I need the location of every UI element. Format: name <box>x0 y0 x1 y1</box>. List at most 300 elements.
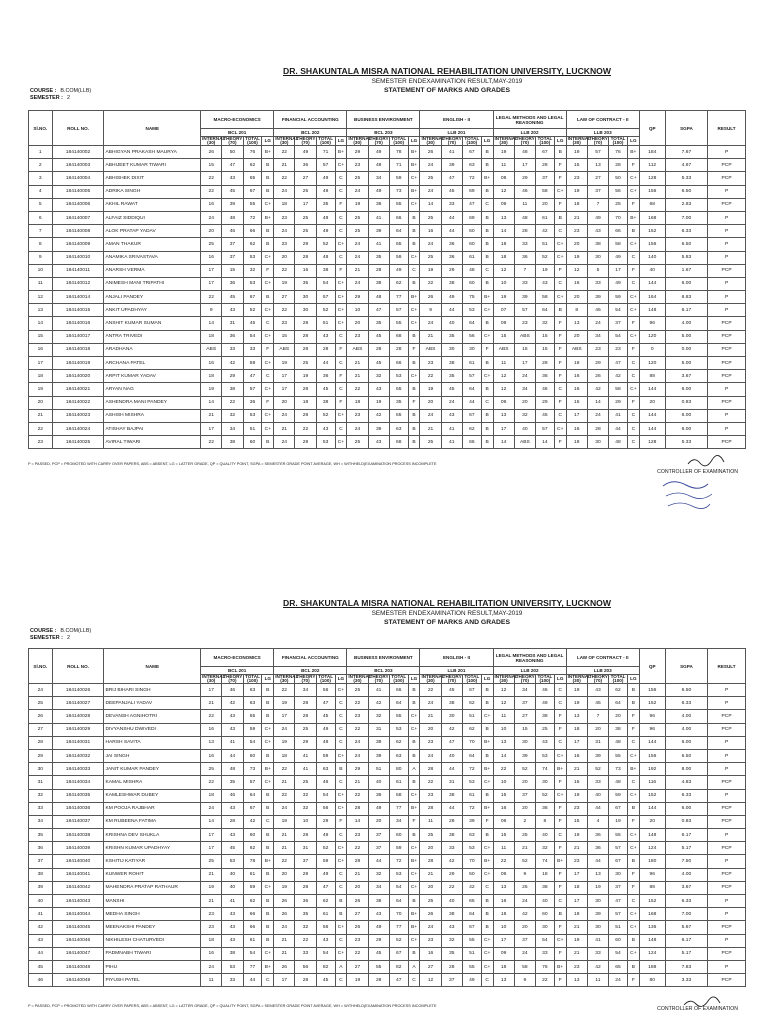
table-cell: 124 <box>639 842 665 855</box>
table-cell: C+ <box>408 251 420 264</box>
table-cell: P <box>708 829 746 842</box>
table-cell: 56 <box>295 960 316 973</box>
table-cell: B <box>481 829 493 842</box>
table-cell: 24 <box>347 238 368 251</box>
table-cell: 47 <box>316 697 335 710</box>
table-cell: 57 <box>609 908 628 921</box>
table-cell: 38 <box>368 736 389 749</box>
table-cell: 40 <box>29 895 53 908</box>
table-cell: KM RUBEENA FATIMA <box>104 815 201 828</box>
table-cell: 18 <box>493 908 514 921</box>
table-cell: 38 <box>441 908 462 921</box>
table-cell: ARPIT KUMAR YADAV <box>104 370 201 383</box>
table-cell: 65 <box>389 409 408 422</box>
table-cell: 25 <box>420 211 441 224</box>
table-cell: 17 <box>514 357 535 370</box>
table-cell: 29 <box>347 291 368 304</box>
header-subject-name: LEGAL METHODS AND LEGAL REASONING <box>493 111 566 129</box>
table-cell: 12 <box>493 370 514 383</box>
header-subject-name: LAW OF CONTRACT - II <box>566 111 639 129</box>
table-cell: B+ <box>262 146 274 159</box>
table-cell: 28 <box>295 383 316 396</box>
table-cell: 23 <box>274 317 295 330</box>
table-cell: 184140008 <box>52 225 104 238</box>
table-row <box>29 198 746 211</box>
table-cell: 28 <box>347 802 368 815</box>
table-cell: 59 <box>609 291 628 304</box>
table-cell: B <box>408 697 420 710</box>
table-cell: 29 <box>535 396 554 409</box>
table-cell: 22 <box>347 789 368 802</box>
table-cell: 77 <box>389 291 408 304</box>
table-row <box>29 710 746 723</box>
table-cell: PCP <box>708 974 746 987</box>
table-cell: 22 <box>535 974 554 987</box>
table-cell: 25 <box>420 829 441 842</box>
table-cell: 32 <box>535 317 554 330</box>
table-cell: A <box>408 763 420 776</box>
table-cell: 28 <box>535 357 554 370</box>
table-cell: 20 <box>420 881 441 894</box>
table-cell: 22 <box>347 697 368 710</box>
table-cell: 15 <box>566 815 587 828</box>
table-cell: 45 <box>29 960 53 973</box>
table-cell: 41 <box>441 146 462 159</box>
table-cell: 33 <box>535 947 554 960</box>
table-cell: 57 <box>462 370 481 383</box>
table-cell: 184140025 <box>52 436 104 449</box>
table-cell: C+ <box>481 330 493 343</box>
table-cell: 16 <box>566 277 587 290</box>
table-cell: 144 <box>639 422 665 435</box>
table-cell: AVIRAL TIWARI <box>104 436 201 449</box>
table-cell: 19 <box>609 815 628 828</box>
table-cell: 49 <box>316 172 335 185</box>
table-cell: 23 <box>566 802 587 815</box>
table-cell: 10 <box>493 723 514 736</box>
table-cell: 43 <box>222 829 243 842</box>
table-cell: 30 <box>295 304 316 317</box>
table-cell: 96 <box>639 723 665 736</box>
table-cell: C <box>335 185 347 198</box>
table-cell: 128 <box>639 436 665 449</box>
table-cell: 40 <box>535 829 554 842</box>
table-cell: 43 <box>441 409 462 422</box>
table-cell: 21 <box>274 159 295 172</box>
table-cell: 19 <box>201 383 222 396</box>
table-cell: 70 <box>462 855 481 868</box>
table-cell: B <box>481 789 493 802</box>
table-cell: B <box>408 736 420 749</box>
table-cell: 17 <box>29 357 53 370</box>
table-cell: 52 <box>535 789 554 802</box>
table-cell: 61 <box>535 211 554 224</box>
table-cell: ARYAN NAG <box>104 383 201 396</box>
table-cell: 24 <box>274 409 295 422</box>
header-field: THEORY (70) <box>588 136 608 145</box>
table-cell: 65 <box>389 238 408 251</box>
table-row <box>29 921 746 934</box>
table-cell: F <box>262 343 274 356</box>
table-cell: B+ <box>408 855 420 868</box>
table-cell: 25 <box>420 251 441 264</box>
table-cell: 66 <box>609 225 628 238</box>
table-cell: F <box>554 159 566 172</box>
table-cell: 49 <box>462 974 481 987</box>
table-cell: 32 <box>29 789 53 802</box>
table-cell: C+ <box>554 789 566 802</box>
table-cell: 21 <box>274 934 295 947</box>
table-cell: 17 <box>609 264 628 277</box>
table-cell: 76 <box>609 146 628 159</box>
table-cell: B <box>408 357 420 370</box>
course-value: B.COM(LLB) <box>60 628 92 634</box>
table-cell: 37 <box>441 974 462 987</box>
table-cell: B <box>408 383 420 396</box>
table-cell: 42 <box>441 723 462 736</box>
table-cell: 58 <box>389 789 408 802</box>
table-cell: 5.33 <box>665 436 707 449</box>
table-cell: C <box>627 895 639 908</box>
marks-table <box>28 110 746 449</box>
table-row <box>29 436 746 449</box>
table-cell: 19 <box>274 277 295 290</box>
course-label: COURSE : <box>30 88 57 94</box>
table-row <box>29 225 746 238</box>
header-field: INTERNAL (30) <box>567 674 591 683</box>
header-field: TOTAL (100) <box>391 136 407 145</box>
table-cell: 53 <box>222 960 243 973</box>
table-cell: KUNWER ROHIT <box>104 868 201 881</box>
table-cell: C <box>554 277 566 290</box>
header-field: THEORY (70) <box>369 136 389 145</box>
table-cell: 184140043 <box>52 895 104 908</box>
table-cell: 59 <box>316 749 335 762</box>
table-cell: 56 <box>462 330 481 343</box>
table-cell: 184140012 <box>52 277 104 290</box>
table-cell: C+ <box>262 383 274 396</box>
table-cell: C <box>554 895 566 908</box>
header-field: INTERNAL (30) <box>275 136 299 145</box>
table-cell: ANJALI PANDEY <box>104 291 201 304</box>
table-cell: 17 <box>566 868 587 881</box>
table-cell: C <box>262 370 274 383</box>
table-cell: 47 <box>389 974 408 987</box>
header-field: INTERNAL (30) <box>202 136 226 145</box>
table-cell: 66 <box>243 908 262 921</box>
table-cell: 39 <box>587 291 608 304</box>
table-cell: 19 <box>274 357 295 370</box>
table-cell: 18 <box>201 789 222 802</box>
table-cell: 27 <box>295 172 316 185</box>
table-cell: 6.50 <box>665 749 707 762</box>
table-cell: 22 <box>274 172 295 185</box>
table-cell: 16 <box>566 749 587 762</box>
table-cell: 25 <box>347 684 368 697</box>
semester-label: SEMESTER : <box>30 95 63 101</box>
table-cell: 36 <box>316 370 335 383</box>
table-cell: 24 <box>347 185 368 198</box>
table-cell: 77 <box>243 960 262 973</box>
table-cell: 55 <box>462 960 481 973</box>
table-cell: 35 <box>441 947 462 960</box>
table-cell: P <box>708 684 746 697</box>
table-cell: 37 <box>222 251 243 264</box>
table-cell: 64 <box>462 749 481 762</box>
table-row <box>29 842 746 855</box>
table-cell: 180 <box>639 855 665 868</box>
table-cell: 96 <box>639 710 665 723</box>
table-cell: 21 <box>347 370 368 383</box>
table-cell: 22 <box>441 881 462 894</box>
table-cell: KM POOJA RAJBHAR <box>104 802 201 815</box>
table-cell: 19 <box>493 291 514 304</box>
table-cell: 23 <box>566 855 587 868</box>
table-cell: 41 <box>368 211 389 224</box>
table-cell: 17 <box>274 383 295 396</box>
table-cell: B <box>262 159 274 172</box>
table-cell: ABHISHEK DIXIT <box>104 172 201 185</box>
table-cell: 45 <box>222 185 243 198</box>
table-cell: B <box>554 146 566 159</box>
table-cell: 28 <box>535 159 554 172</box>
table-cell: 41 <box>609 409 628 422</box>
table-cell: 116 <box>639 776 665 789</box>
table-cell: 28 <box>420 763 441 776</box>
table-cell: 11 <box>201 974 222 987</box>
table-cell: 22 <box>201 291 222 304</box>
table-cell: 144 <box>639 736 665 749</box>
table-cell: B <box>554 211 566 224</box>
table-cell: 184140018 <box>52 343 104 356</box>
table-cell: C <box>335 934 347 947</box>
table-cell: 21 <box>347 264 368 277</box>
table-cell: 23 <box>347 710 368 723</box>
table-cell: B <box>408 238 420 251</box>
table-cell: 36 <box>295 895 316 908</box>
table-cell: 45 <box>316 383 335 396</box>
table-cell: 37 <box>514 934 535 947</box>
table-cell: PCP <box>708 264 746 277</box>
table-cell: 29 <box>609 396 628 409</box>
table-cell: PIYUSH PATEL <box>104 974 201 987</box>
table-cell: 43 <box>535 736 554 749</box>
table-cell: 30 <box>535 921 554 934</box>
table-cell: 152 <box>639 789 665 802</box>
table-cell: 9 <box>420 304 441 317</box>
table-cell: 19 <box>420 264 441 277</box>
table-cell: 5.67 <box>665 921 707 934</box>
table-cell: 20 <box>420 842 441 855</box>
table-cell: 28 <box>609 159 628 172</box>
table-cell: 28 <box>295 317 316 330</box>
table-cell: 28 <box>514 225 535 238</box>
table-cell: 22 <box>201 185 222 198</box>
table-cell: 24 <box>347 422 368 435</box>
table-cell: B <box>627 684 639 697</box>
table-cell: 17 <box>201 264 222 277</box>
table-cell: C+ <box>627 947 639 960</box>
table-cell: 19 <box>274 697 295 710</box>
table-cell: 38 <box>441 697 462 710</box>
table-cell: 5.83 <box>665 251 707 264</box>
table-cell: 45 <box>535 409 554 422</box>
semester-label: SEMESTER : <box>30 635 63 641</box>
table-cell: 32 <box>368 710 389 723</box>
table-cell: 11 <box>29 277 53 290</box>
table-cell: 40 <box>514 422 535 435</box>
table-cell: 136 <box>639 921 665 934</box>
table-cell: 52 <box>316 238 335 251</box>
table-cell: 24 <box>514 947 535 960</box>
table-cell: F <box>627 881 639 894</box>
table-cell: B <box>408 409 420 422</box>
controller-label: CONTROLLER OF EXAMINATION <box>657 469 738 475</box>
semester-value: 2 <box>66 635 70 641</box>
header-rollno: ROLL NO. <box>52 111 104 146</box>
table-cell: 24 <box>420 409 441 422</box>
table-cell: B+ <box>408 802 420 815</box>
table-cell: 28 <box>295 409 316 422</box>
table-cell: P <box>708 304 746 317</box>
table-cell: 24 <box>587 317 608 330</box>
table-cell: 184140049 <box>52 974 104 987</box>
table-cell: 46 <box>222 225 243 238</box>
table-cell: 53 <box>462 842 481 855</box>
table-cell: B+ <box>408 146 420 159</box>
table-cell: 58 <box>609 383 628 396</box>
table-cell: 23 <box>420 736 441 749</box>
table-cell: 30 <box>441 343 462 356</box>
table-cell: 14 <box>493 749 514 762</box>
table-cell: 60 <box>243 436 262 449</box>
table-cell: 40 <box>639 264 665 277</box>
table-cell: 36 <box>514 251 535 264</box>
table-cell: 24 <box>441 396 462 409</box>
table-cell: 37 <box>609 317 628 330</box>
table-cell: 35 <box>368 317 389 330</box>
table-cell: B <box>262 921 274 934</box>
table-cell: 26 <box>274 960 295 973</box>
table-cell: ANKIT UPADHYAY <box>104 304 201 317</box>
table-cell: F <box>335 198 347 211</box>
table-cell: 22 <box>274 855 295 868</box>
table-cell: 13 <box>566 317 587 330</box>
table-cell: 16 <box>566 370 587 383</box>
header-result: RESULT <box>708 649 746 684</box>
table-cell: 39 <box>368 225 389 238</box>
table-cell: 24 <box>420 921 441 934</box>
table-cell: 24 <box>347 749 368 762</box>
table-cell: 38 <box>535 881 554 894</box>
table-cell: 37 <box>368 829 389 842</box>
table-cell: B <box>627 697 639 710</box>
table-cell: 36 <box>243 396 262 409</box>
table-cell: ABS <box>514 330 535 343</box>
table-cell: B <box>262 697 274 710</box>
table-cell: PIHU <box>104 960 201 973</box>
table-cell: 28 <box>295 829 316 842</box>
table-cell: B <box>408 776 420 789</box>
table-cell: 29 <box>222 370 243 383</box>
table-cell: 4.00 <box>665 710 707 723</box>
table-cell: 50 <box>462 868 481 881</box>
university-title: DR. SHAKUNTALA MISRA NATIONAL REHABILITATION UNIVERSITY, LUCKNOW <box>283 598 611 608</box>
table-cell: 53 <box>389 370 408 383</box>
table-cell: 60 <box>609 934 628 947</box>
table-cell: C+ <box>481 868 493 881</box>
table-cell: 31 <box>587 736 608 749</box>
table-cell: 35 <box>389 396 408 409</box>
table-cell: 45 <box>316 974 335 987</box>
table-cell: 88 <box>639 370 665 383</box>
table-cell: C+ <box>408 934 420 947</box>
table-cell: 30 <box>295 291 316 304</box>
table-cell: F <box>627 264 639 277</box>
table-cell: 28 <box>29 736 53 749</box>
table-row <box>29 146 746 159</box>
table-cell: C+ <box>335 291 347 304</box>
table-cell: B <box>262 908 274 921</box>
table-cell: 54 <box>609 947 628 960</box>
table-cell: C <box>481 198 493 211</box>
table-cell: 61 <box>243 868 262 881</box>
table-cell: 37 <box>609 881 628 894</box>
table-cell: 30 <box>514 736 535 749</box>
table-cell: 6.33 <box>665 225 707 238</box>
table-cell: B <box>481 146 493 159</box>
table-cell: 59 <box>243 881 262 894</box>
table-cell: C+ <box>481 710 493 723</box>
table-cell: 25 <box>347 172 368 185</box>
header-subject-code: BCL 203 <box>347 667 420 675</box>
table-cell: 66 <box>462 436 481 449</box>
table-cell: 16 <box>420 947 441 960</box>
table-cell: 17 <box>201 422 222 435</box>
table-cell: 40 <box>587 789 608 802</box>
table-cell: PCP <box>708 947 746 960</box>
table-cell: B+ <box>408 291 420 304</box>
table-cell: F <box>627 710 639 723</box>
table-cell: 22 <box>274 146 295 159</box>
table-cell: 31 <box>441 776 462 789</box>
table-cell: 15 <box>535 330 554 343</box>
table-cell: 43 <box>316 422 335 435</box>
table-cell: 7.00 <box>665 211 707 224</box>
table-cell: 49 <box>441 291 462 304</box>
table-cell: 88 <box>639 881 665 894</box>
table-cell: 23 <box>514 317 535 330</box>
table-cell: F <box>554 881 566 894</box>
table-cell: 6.00 <box>665 736 707 749</box>
legend-note: P = PASSED, PCP = PROMOTED WITH CARRY OVER PAPERS, ABS = ABSENT, LG = LATTER GRADE, QP = QUALITY POINT, SGPA = SEMESTER GRADE POINT AVERAGE, WH = WITHHELD(EXAMINATION PROCESS INCOMPLETE <box>28 1004 437 1008</box>
table-cell: F <box>554 947 566 960</box>
table-cell: 23 <box>420 357 441 370</box>
table-cell: 21 <box>29 409 53 422</box>
table-cell: C+ <box>335 436 347 449</box>
table-cell: 21 <box>514 842 535 855</box>
table-cell: 33 <box>243 343 262 356</box>
table-cell: 36 <box>368 198 389 211</box>
table-cell: 23 <box>566 172 587 185</box>
table-cell: C <box>335 881 347 894</box>
table-cell: 48 <box>222 211 243 224</box>
table-cell: 184140041 <box>52 868 104 881</box>
table-cell: C <box>627 357 639 370</box>
table-cell: B <box>262 436 274 449</box>
table-cell: C+ <box>627 291 639 304</box>
table-cell: 18 <box>493 251 514 264</box>
